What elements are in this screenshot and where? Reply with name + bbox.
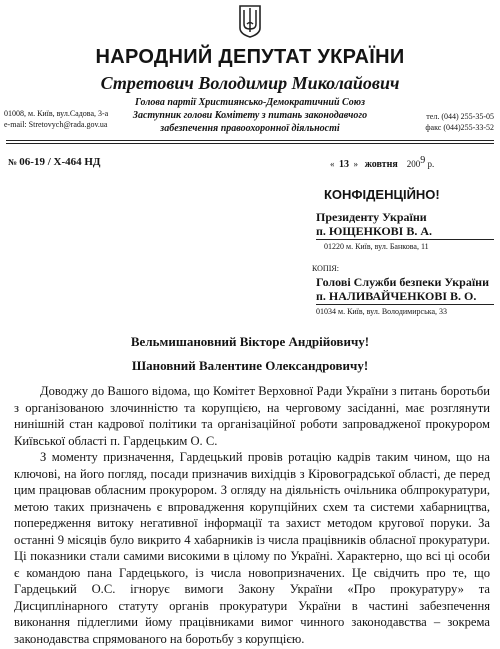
copy-label: КОПІЯ: <box>312 264 339 273</box>
greeting-sbu-head: Шановний Валентине Олександровичу! <box>131 358 369 373</box>
letter-date: « 13 » жовтня $200^9$ р. <box>330 155 435 170</box>
copy-recipient-name: п. НАЛИВАЙЧЕНКОВІ В. О. <box>316 289 477 303</box>
recipient-title: Президенту України <box>316 210 427 224</box>
body-paragraph-1: Доводжу до Вашого відома, що Комітет Верховної Ради України з питань боротьби з організованою злочинністю та корупцією, на черговому засіданні, має розглянути нинішній стан кадрової політики та організаційної роботи запровадженої прокурором Київської області п. Гардецьким О. С. <box>14 384 490 448</box>
sender-address: 01008, м. Київ, вул.Садова, 3-а <box>4 109 109 118</box>
sender-email: e-mail: Stretovych@rada.gov.ua <box>4 120 108 129</box>
registration-number: № 06-19 / Х-464 НД <box>8 156 101 168</box>
body-paragraph-2: З моменту призначення, Гардецький провів ротацію кадрів таким чином, що на ключові, на його погляд, посади призначив вихідців з Кіровоградської області, де перед цим працював обласним прокурором. З огляду на діяльність очільника облпрокуратури, метою таких призначень є впровадження корупційних схем та системи хабарництва, попередження витоку негативної інформації та захист методом кругової поруки. За останні 9 місяців було викрито 4 хабарників із числа працівників обласної прокуратури. Ці показники стали самими високими в цілому по Україні. Характерно, що всі ці особи є командою пана Гардецького, із числа новопризначених. Це свідчить про те, що Гардецький О.С. ігнорує вимоги Закону України «Про прокуратуру» та Дисциплінарного статуту органів прокуратури України в частині забезпечення виконання підлеглими йому працівниками вимог чинного законодавства – зокрема законодавства спрямованого на боротьбу з корупцією. <box>14 450 490 646</box>
handwritten-year-digit: 9 <box>420 155 426 166</box>
recipient-name: п. ЮЩЕНКОВІ В. А. <box>316 224 433 238</box>
reg-number-value: 06-19 / Х-464 НД <box>19 156 101 168</box>
sender-fax: факс (044)255-33-52 <box>425 123 494 132</box>
trident-emblem-icon <box>238 4 262 38</box>
sender-phone: тел. (044) 255-35-05 <box>426 112 494 121</box>
deputy-name: Стретович Володимир Миколайович <box>100 73 400 93</box>
position-line-1: Голова партії Християнсько-Демократичний Союз <box>135 97 365 108</box>
position-line-2: Заступник голови Комітету з питань законодавчого <box>132 110 368 121</box>
recipient-underline <box>316 239 494 240</box>
letterhead-divider-2 <box>6 143 494 144</box>
confidential-stamp: КОНФІДЕНЦІЙНО! <box>324 187 440 202</box>
copy-recipient-underline <box>316 304 494 305</box>
letter-body <box>14 383 490 647</box>
letterhead-divider <box>6 140 494 141</box>
letterhead-title: НАРОДНИЙ ДЕПУТАТ УКРАЇНИ <box>95 46 405 68</box>
position-line-3: забезпечення правоохоронної діяльності <box>160 123 340 134</box>
copy-recipient-title: Голові Служби безпеки України <box>316 275 489 289</box>
greeting-president: Вельмишановний Вікторе Андрійовичу! <box>130 334 370 349</box>
recipient-address: 01220 м. Київ, вул. Банкова, 11 <box>324 242 429 251</box>
copy-recipient-address: 01034 м. Київ, вул. Володимирська, 33 <box>316 307 448 316</box>
